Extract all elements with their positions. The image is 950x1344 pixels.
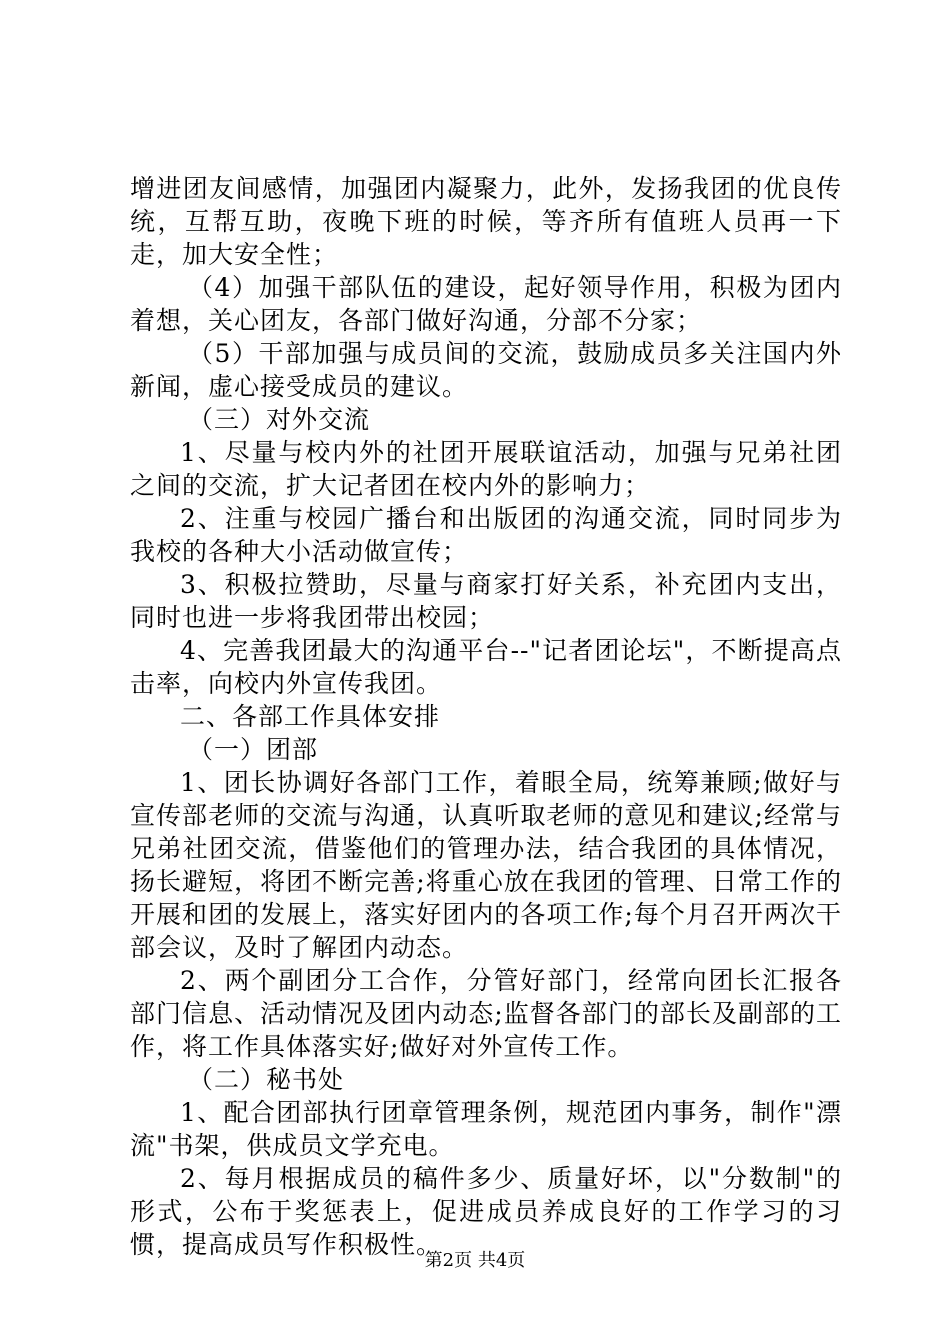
paragraph-headquarters-2: 2、两个副团分工合作，分管好部门，经常向团长汇报各部门信息、活动情况及团内动态;监督各部门的部长及副部的工作，将工作具体落实好;做好对外宣传工作。 [130, 966, 842, 1061]
page-number-footer: 第2页 共4页 [424, 1250, 526, 1271]
section-heading-headquarters: （一）团部 [188, 735, 319, 764]
section-heading-secretariat: （二）秘书处 [188, 1065, 345, 1094]
paragraph-external-2: 2、注重与校园广播台和出版团的沟通交流，同时同步为我校的各种大小活动做宣传； [130, 504, 842, 566]
paragraph-headquarters-1: 1、团长协调好各部门工作，着眼全局，统筹兼顾;做好与宣传部老师的交流与沟通，认真听取老师的意见和建议;经常与兄弟社团交流，借鉴他们的管理办法，结合我团的具体情况，扬长避短，将团不断完善;将重心放在我团的管理、日常工作的开展和团的发展上，落实好团内的各项工作;每个月召开两次干部会议，及时了解团内动态。 [130, 768, 842, 962]
paragraph-external-1: 1、尽量与校内外的社团开展联谊活动，加强与兄弟社团之间的交流，扩大记者团在校内外的影响力； [130, 438, 842, 500]
section-heading-external-exchange: （三）对外交流 [188, 405, 371, 434]
paragraph-secretariat-2: 2、每月根据成员的稿件多少、质量好坏，以"分数制"的形式，公布于奖惩表上，促进成员养成良好的工作学习的习惯，提高成员写作积极性。 [130, 1164, 842, 1259]
section-heading-department-plans: 二、各部工作具体安排 [180, 702, 441, 731]
paragraph-continuation: 增进团友间感情，加强团内凝聚力，此外，发扬我团的优良传统，互帮互助，夜晚下班的时候，等齐所有值班人员再一下走，加大安全性； [130, 174, 842, 269]
paragraph-item-4: （4）加强干部队伍的建设，起好领导作用，积极为团内着想，关心团友，各部门做好沟通，分部不分家； [130, 273, 842, 335]
paragraph-external-4: 4、完善我团最大的沟通平台--"记者团论坛"，不断提高点击率，向校内外宣传我团。 [130, 636, 842, 698]
paragraph-item-5: （5）干部加强与成员间的交流，鼓励成员多关注国内外新闻，虚心接受成员的建议。 [130, 339, 842, 401]
paragraph-secretariat-1: 1、配合团部执行团章管理条例，规范团内事务，制作"漂流"书架，供成员文学充电。 [130, 1098, 842, 1160]
paragraph-external-3: 3、积极拉赞助，尽量与商家打好关系，补充团内支出，同时也进一步将我团带出校园； [130, 570, 842, 632]
document-body [130, 172, 842, 1261]
